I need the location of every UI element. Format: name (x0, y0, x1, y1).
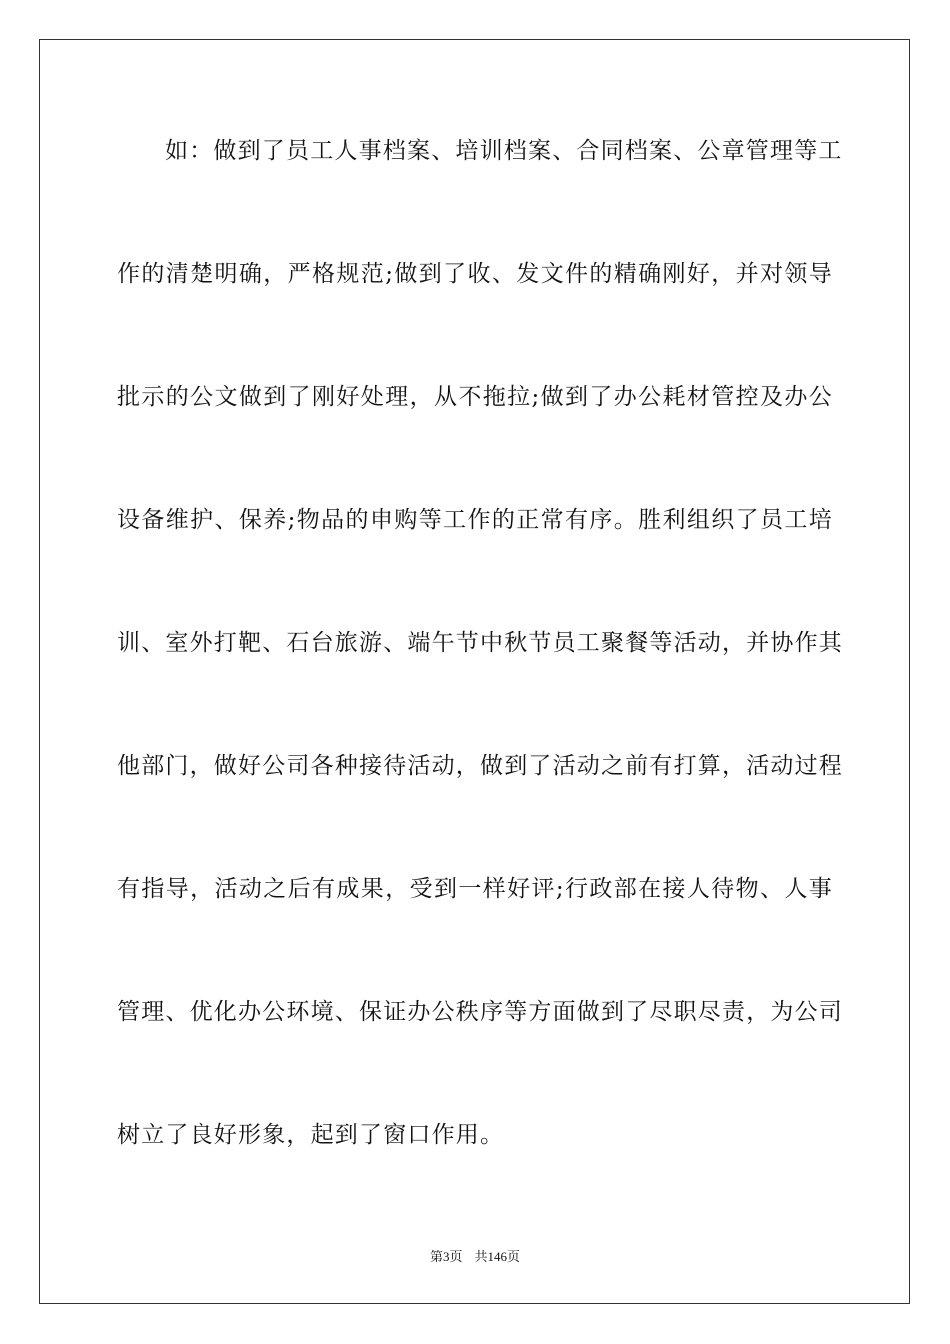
paragraph-line: 管理、优化办公环境、保证办公秩序等方面做到了尽职尽责，为公司 (117, 999, 843, 1025)
page-border (39, 39, 910, 1304)
page-footer (0, 1249, 950, 1265)
paragraph-line: 批示的公文做到了刚好处理，从不拖拉;做到了办公耗材管控及办公 (117, 384, 833, 410)
paragraph-line: 有指导，活动之后有成果，受到一样好评;行政部在接人待物、人事 (117, 876, 833, 902)
paragraph-line-last: 树立了良好形象，起到了窗口作用。 (117, 1122, 505, 1148)
paragraph-line: 他部门，做好公司各种接待活动，做到了活动之前有打算，活动过程 (117, 753, 843, 779)
paragraph-line: 设备维护、保养;物品的申购等工作的正常有序。胜利组织了员工培 (117, 507, 833, 533)
paragraph-line: 如：做到了员工人事档案、培训档案、合同档案、公章管理等工 (165, 138, 843, 164)
total-pages: 共146页 (474, 1249, 521, 1264)
paragraph-line: 训、室外打靶、石台旅游、端午节中秋节员工聚餐等活动，并协作其 (117, 630, 843, 656)
page-number: 第3页 (429, 1249, 463, 1264)
paragraph-line: 作的清楚明确，严格规范;做到了收、发文件的精确刚好，并对领导 (117, 261, 833, 287)
